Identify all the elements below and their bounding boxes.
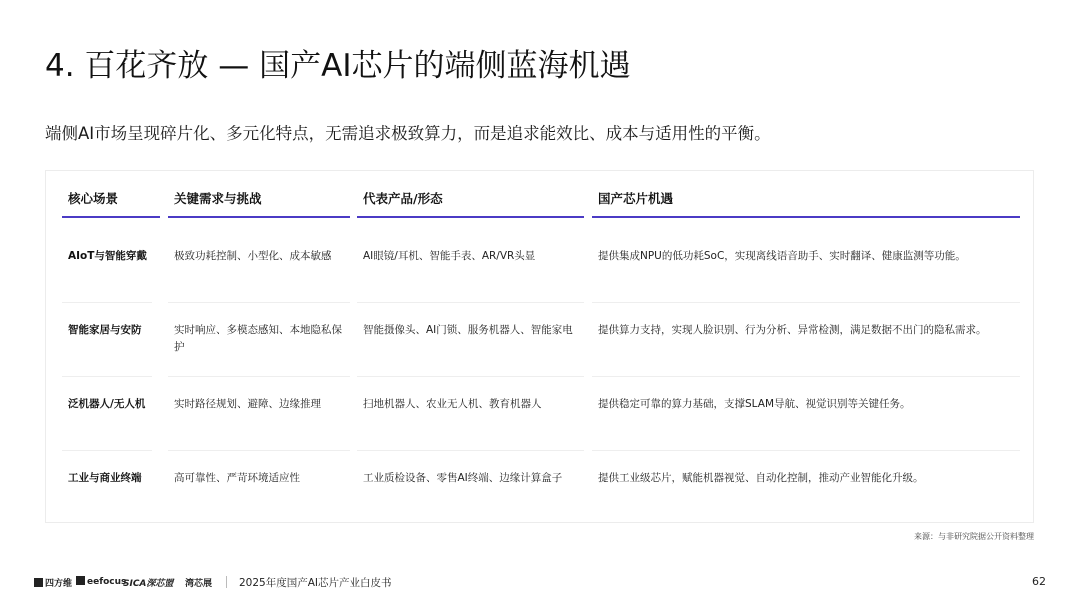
header-products: 代表产品/形态 [357,189,584,218]
table-cell-scenario: 泛机器人/无人机 [68,398,146,410]
row-divider [592,450,1020,451]
table-cell-requirement: 实时响应、多模态感知、本地隐私保护 [174,324,342,353]
logo-wanxinzhan: 湾芯展 [185,579,213,589]
header-requirements: 关键需求与挑战 [168,189,350,218]
sifangwei-logo-icon [34,578,43,587]
table-cell-scenario: 工业与商业终端 [68,472,142,484]
table-cell-product: 工业质检设备、零售AI终端、边缘计算盒子 [363,472,563,484]
row-divider [62,450,152,451]
logo-text: eefocus [87,577,127,587]
page-subtitle: 端侧AI市场呈现碎片化、多元化特点，无需追求极致算力，而是追求能效比、成本与适用性的平衡。 [45,124,771,143]
row-divider [357,450,584,451]
source-note: 来源：与非研究院据公开资料整理 [914,532,1034,541]
row-divider [592,302,1020,303]
table-cell-opportunity: 提供集成NPU的低功耗SoC，实现离线语音助手、实时翻译、健康监测等功能。 [598,250,966,262]
table-cell-opportunity: 提供稳定可靠的算力基础，支撑SLAM导航、视觉识别等关键任务。 [598,398,911,410]
table-cell-scenario: 智能家居与安防 [68,324,142,336]
header-opportunity: 国产芯片机遇 [592,189,1020,218]
eefocus-logo-icon [76,576,85,585]
table-cell-product: 扫地机器人、农业无人机、教育机器人 [363,398,542,410]
table-cell-scenario: AIoT与智能穿戴 [68,250,147,262]
row-divider [62,302,152,303]
page-number: 62 [1032,575,1046,588]
page-title: 4. 百花齐放 — 国产AI芯片的端侧蓝海机遇 [45,48,631,84]
document-name: 2025年度国产AI芯片产业白皮书 [239,577,392,589]
row-divider [168,450,350,451]
table-cell-product: AI眼镜/耳机、智能手表、AR/VR头显 [363,250,536,262]
header-core-scenario: 核心场景 [62,189,160,218]
row-divider [168,302,350,303]
logo-eefocus [76,576,126,587]
logo-sica: SICA深芯盟 [123,579,174,589]
table-cell-opportunity: 提供工业级芯片，赋能机器视觉、自动化控制，推动产业智能化升级。 [598,472,924,484]
table-cell-opportunity: 提供算力支持，实现人脸识别、行为分析、异常检测，满足数据不出门的隐私需求。 [598,324,987,336]
row-divider [592,376,1020,377]
footer-divider [226,576,227,588]
row-divider [168,376,350,377]
row-divider [357,302,584,303]
row-divider [357,376,584,377]
table-cell-product: 智能摄像头、AI门锁、服务机器人、智能家电 [363,324,573,336]
footer [0,570,1080,598]
table-cell-requirement: 极致功耗控制、小型化、成本敏感 [174,250,332,262]
table-cell-requirement: 高可靠性、严苛环境适应性 [174,472,300,484]
row-divider [62,376,152,377]
logo-text: 四方维 [45,579,73,589]
logo-sifangwei [34,576,72,589]
scenario-table [45,170,1034,523]
table-cell-requirement: 实时路径规划、避障、边缘推理 [174,398,321,410]
